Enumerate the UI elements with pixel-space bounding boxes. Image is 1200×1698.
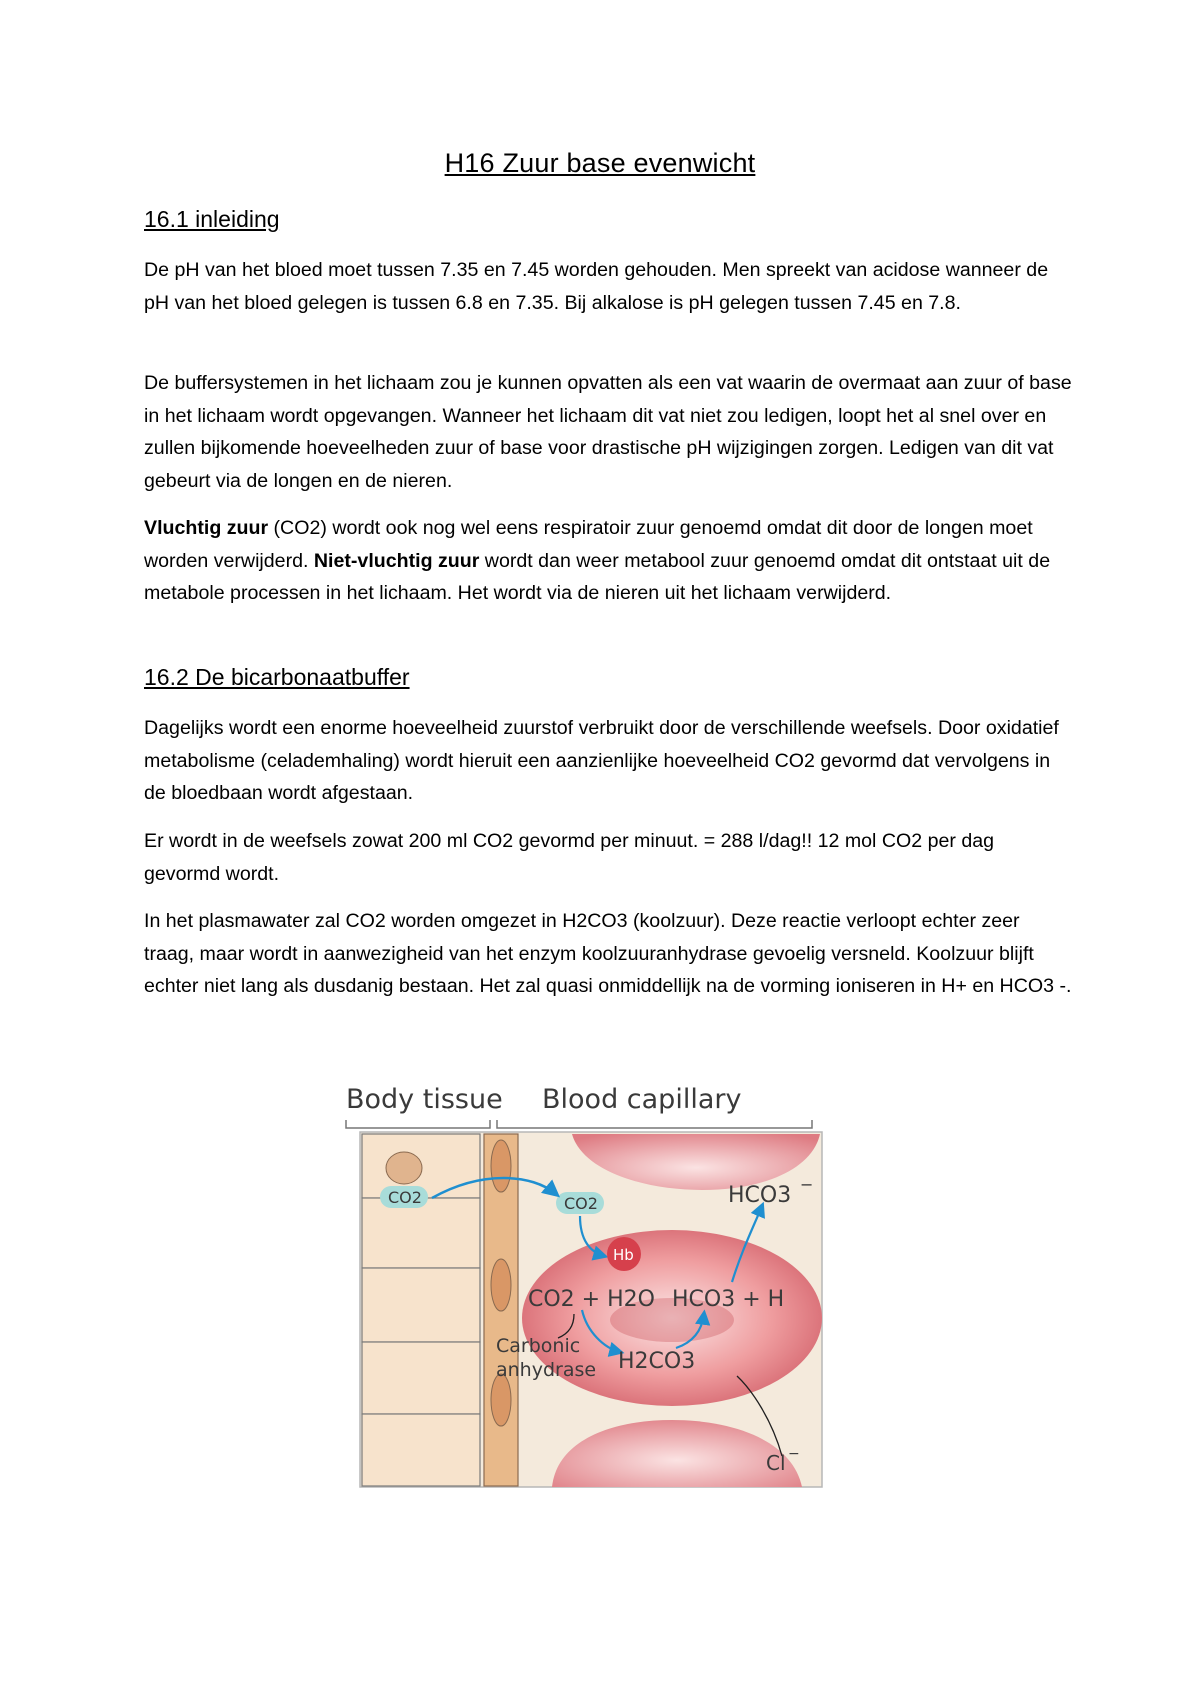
reaction-left: CO2 + H2O: [528, 1287, 655, 1312]
document-title: H16 Zuur base evenwicht: [444, 148, 756, 178]
bicarbonate-diagram: [342, 1070, 832, 1490]
enzyme-label-line1: Carbonic: [496, 1335, 581, 1357]
section-heading-inleiding: 16.1 inleiding: [144, 206, 280, 232]
hb-label: Hb: [613, 1246, 634, 1264]
paragraph-co2-productie: Er wordt in de weefsels zowat 200 ml CO2 gevormd per minuut. = 288 l/dag!! 12 mol CO2 per dag gevormd wordt.: [144, 830, 995, 885]
co2-tissue-label: CO2: [388, 1188, 422, 1207]
paragraph-vluchtig-zuur: [144, 512, 1074, 610]
text-niet-vluchtig-zuur: wordt dan weer metabool zuur genoemd omdat dit ontstaat uit de metabole processen in het lichaam. Het wordt via de nieren uit het lichaam verwijderd.: [144, 549, 1051, 604]
reaction-right: HCO3 + H: [672, 1287, 785, 1312]
chloride-label: Cl: [766, 1451, 786, 1475]
enzyme-label-line2: anhydrase: [496, 1359, 597, 1381]
paragraph-plasmawater: In het plasmawater zal CO2 worden omgezet in H2CO3 (koolzuur). Deze reactie verloopt echter zeer traag, maar wordt in aanwezigheid van het enzym koolzuuranhydrase gevoelig versneld. Koolzuur blijft echter niet lang als dusdanig bestaan. Het zal quasi onmiddellijk na de vorming ioniseren in H+ en HCO3 -.: [144, 910, 1072, 997]
bicarbonate-buffer-figure: [342, 1070, 832, 1490]
co2-capillary-label: CO2: [564, 1194, 598, 1213]
label-body-tissue: Body tissue: [346, 1084, 503, 1115]
paragraph-ph-range: De pH van het bloed moet tussen 7.35 en 7.45 worden gehouden. Men spreekt van acidose wanneer de pH van het bloed gelegen is tussen 6.8 en 7.35. Bij alkalose is pH gelegen tussen 7.45 en 7.8.: [144, 259, 1049, 314]
text-vluchtig-zuur: (CO2) wordt ook nog wel eens respiratoir zuur genoemd omdat dit door de longen moet worden verwijderd.: [144, 517, 1033, 572]
hco3-out-label: HCO3: [728, 1183, 792, 1208]
chloride-charge: −: [788, 1446, 800, 1462]
label-blood-capillary: Blood capillary: [542, 1084, 742, 1115]
hco3-out-charge: −: [800, 1175, 814, 1194]
term-niet-vluchtig-zuur: Niet-vluchtig zuur: [313, 549, 480, 572]
section-heading-bicarbonaatbuffer: 16.2 De bicarbonaatbuffer: [144, 664, 410, 690]
paragraph-zuurstof-verbruik: Dagelijks wordt een enorme hoeveelheid zuurstof verbruikt door de verschillende weefsels. Door oxidatief metabolisme (celademhaling) wordt hieruit een aanzienlijke hoeveelheid CO2 gevormd dat vervolgens in de bloedbaan wordt afgestaan.: [144, 717, 1059, 804]
paragraph-buffersystemen: De buffersystemen in het lichaam zou je kunnen opvatten als een vat waarin de overmaat aan zuur of base in het lichaam wordt opgevangen. Wanneer het lichaam dit vat niet zou ledigen, loopt het al snel over en zullen bijkomende hoeveelheden zuur of base voor drastische pH wijzigingen zorgen. Ledigen van dit vat gebeurt via de longen en de nieren.: [144, 372, 1072, 492]
bracket-body-tissue: [346, 1120, 490, 1128]
term-vluchtig-zuur: Vluchtig zuur: [144, 517, 269, 539]
bracket-blood-capillary: [497, 1120, 812, 1128]
h2co3-label: H2CO3: [618, 1349, 696, 1374]
capillary-wall: [484, 1134, 518, 1486]
